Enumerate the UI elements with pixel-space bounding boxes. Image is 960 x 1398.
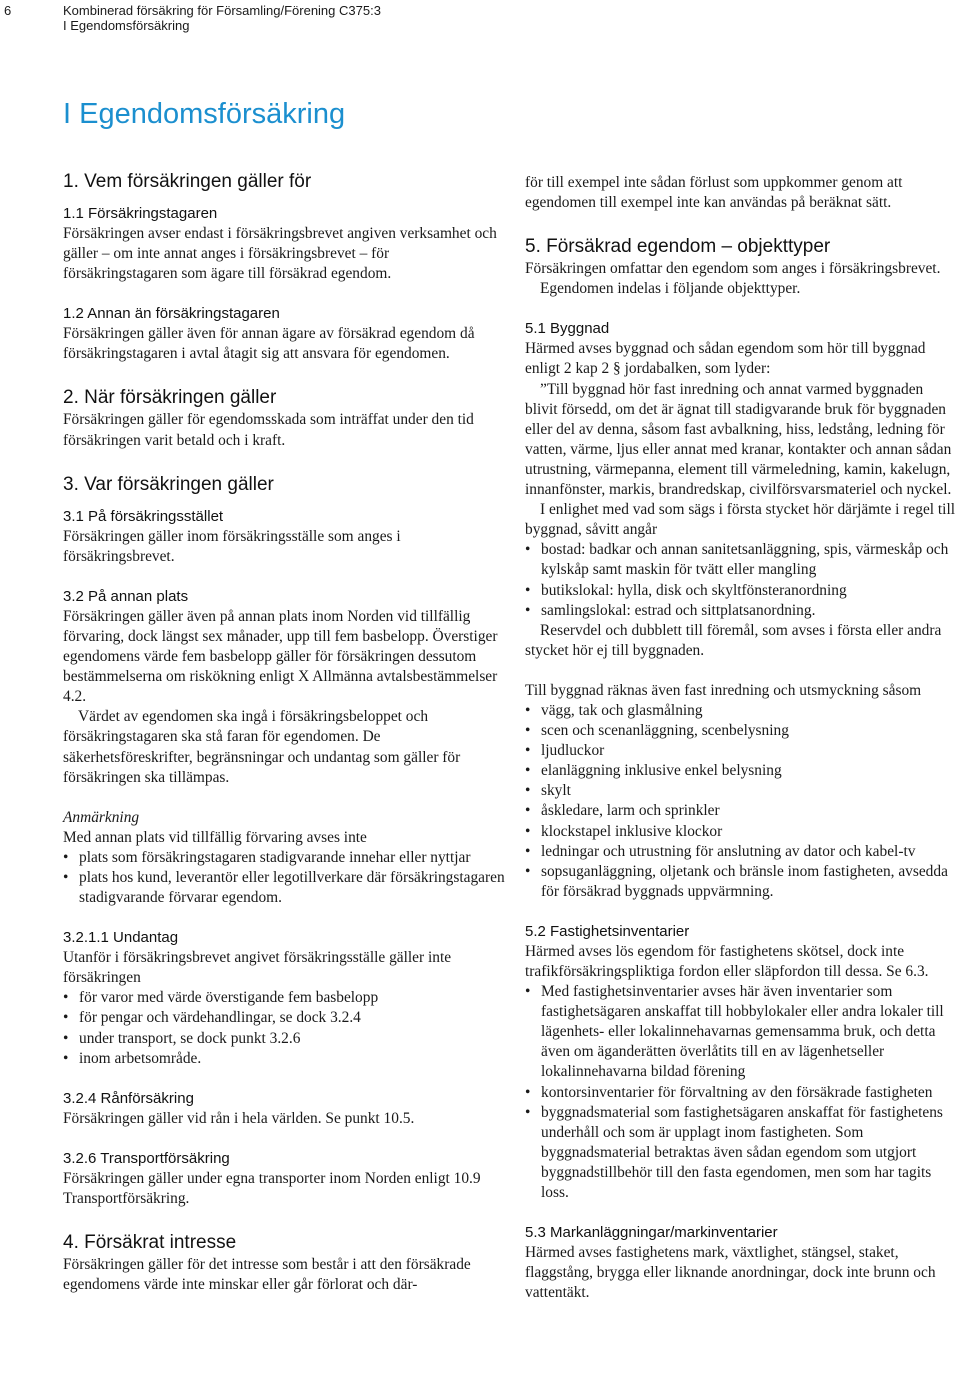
page-title: I Egendomsförsäkring xyxy=(63,98,346,130)
text-section-3-2-6: Försäkringen gäller under egna transporter inom Norden enligt 10.9 Transportförsäkring. xyxy=(63,1169,481,1207)
text-section-3-2-p2: Värdet av egendomen ska ingå i försäkringsbeloppet och försäkringstagaren ska stå faran för egendomen. De säkerhetsföreskrifter, begränsningar och undantag som gäller för försäkringen ska tillämpas. xyxy=(63,708,461,786)
list-item: • klockstapel inklusive klockor xyxy=(525,822,957,842)
right-column xyxy=(525,173,957,1303)
heading-section-1: 1. Vem försäkringen gäller för xyxy=(63,171,312,192)
heading-section-5-3: 5.3 Markanläggningar/markinventarier xyxy=(525,1224,778,1242)
fixture-list xyxy=(525,701,957,902)
heading-section-3: 3. Var försäkringen gäller xyxy=(63,473,274,495)
list-item: • skylt xyxy=(525,781,957,801)
note-intro: Med annan plats vid tillfällig förvaring avses inte xyxy=(63,828,367,846)
list-item: • samlingslokal: estrad och sittplatsanordning. xyxy=(525,601,957,621)
heading-section-2: 2. När försäkringen gäller xyxy=(63,387,277,409)
list-item: • kontorsinventarier för förvaltning av den försäkrade fastigheten xyxy=(525,1083,957,1103)
text-section-5-2-p1: Härmed avses lös egendom för fastighetens skötsel, dock inte trafikförsäkringspliktiga fordon eller släpfordon till dessa. Se 6.3. xyxy=(525,942,929,980)
list-item: • elanläggning inklusive enkel belysning xyxy=(525,761,957,781)
inventory-list xyxy=(525,982,957,1203)
list-item: • sopsuganläggning, oljetank och bränsle inom fastigheten, avsedda för försäkrad byggnads uppvärmning. xyxy=(525,862,957,902)
list-item: • vägg, tak och glasmålning xyxy=(525,701,957,721)
page-number: 6 xyxy=(4,3,12,18)
text-section-4: Försäkringen gäller för det intresse som består i att den försäkrade egendomens värde inte minskar eller går förlorat och där- xyxy=(63,1256,471,1294)
header-document-title: Kombinerad försäkring för Församling/Förening C375:3 xyxy=(63,3,381,18)
heading-section-5: 5. Försäkrad egendom – objekttyper xyxy=(525,236,831,258)
text-section-3-2-p1: Försäkringen gäller även på annan plats inom Norden vid tillfällig förvaring, dock längst sex månader, upp till fem basbelopp. Överstiger egendomens värde fem basbelopp gäller för försäkringen dessutom bestämmelserna om riskökning enligt X Allmänna avtalsbestämmelser 4.2. xyxy=(63,607,498,706)
heading-section-4: 4. Försäkrat intresse xyxy=(63,1232,237,1253)
text-section-1-1: Försäkringen avser endast i försäkringsbrevet angiven verksamhet och gäller – om inte annat anges i försäkringsbrevet – för försäkringstagaren som ägare till försäkrad egendom. xyxy=(63,225,497,283)
list-item: • ljudluckor xyxy=(525,741,957,761)
list-item: • Med fastighetsinventarier avses här även inventarier som fastighetsägaren anskaffat till hobbylokaler eller andra lokaler till lägenhets- eller lokalinnehavarnas gemensamma bruk, och detta även om äganderätten överlåtits till en av lägenhetseller lokalinnehavarna bildad förening xyxy=(525,982,957,1082)
list-item: • inom arbetsområde. xyxy=(63,1049,505,1069)
left-column xyxy=(63,170,505,1295)
exception-list xyxy=(63,988,505,1068)
text-section-3-1: Försäkringen gäller inom försäkringsställe som anges i försäkringsbrevet. xyxy=(63,527,401,565)
list-item: • under transport, se dock punkt 3.2.6 xyxy=(63,1029,505,1049)
list-item: • bostad: badkar och annan sanitetsanläggning, spis, värmeskåp och kylskåp samt maskin för tvätt eller mangling xyxy=(525,540,957,580)
heading-section-5-1: 5.1 Byggnad xyxy=(525,320,610,338)
heading-section-3-2-6: 3.2.6 Transportförsäkring xyxy=(63,1149,230,1167)
list-item: • scen och scenanläggning, scenbelysning xyxy=(525,721,957,741)
text-section-2: Försäkringen gäller för egendomsskada som inträffat under den tid försäkringen varit betald och i kraft. xyxy=(63,411,474,449)
text-section-3-2-4: Försäkringen gäller vid rån i hela världen. Se punkt 10.5. xyxy=(63,1109,415,1127)
text-section-5-p2: Egendomen indelas i följande objekttyper. xyxy=(540,280,801,298)
heading-section-1-2: 1.2 Annan än försäkringstagaren xyxy=(63,305,280,323)
list-item: • för pengar och värdehandlingar, se dock 3.2.4 xyxy=(63,1008,505,1028)
heading-section-1-1: 1.1 Försäkringstagaren xyxy=(63,205,218,222)
list-item: • åskledare, larm och sprinkler xyxy=(525,801,957,821)
text-section-5-1-p2: I enlighet med vad som sägs i första stycket hör därjämte i regel till byggnad, såvitt angår xyxy=(525,501,956,539)
text-section-5-1-p3: Reservdel och dubblett till föremål, som avses i första eller andra stycket hör ej till byggnaden. xyxy=(525,621,942,659)
note-label: Anmärkning xyxy=(63,808,140,826)
text-section-1-2: Försäkringen gäller även för annan ägare av försäkrad egendom då försäkringstagaren i avtal åtagit sig att ansvara för egendomen. xyxy=(63,325,475,363)
list-item: • för varor med värde överstigande fem basbelopp xyxy=(63,988,505,1008)
list-item: • byggnadsmaterial som fastighetsägaren anskaffat för fastighetens underhåll och som är upplagt inom fastigheten. Som byggnadsmaterial betraktas även sådan egendom som utgjort byggnadstillbehör till den fasta egendomen, men som har tagits loss. xyxy=(525,1103,957,1203)
heading-section-3-2-4: 3.2.4 Rånförsäkring xyxy=(63,1089,194,1107)
heading-section-5-2: 5.2 Fastighetsinventarier xyxy=(525,922,690,940)
list-item: • butikslokal: hylla, disk och skyltfönsteranordning xyxy=(525,581,957,601)
text-section-5-1-p1: Härmed avses byggnad och sådan egendom som hör till byggnad enligt 2 kap 2 § jordabalken, som lyder: xyxy=(525,340,926,378)
text-section-5-1-quote: ”Till byggnad hör fast inredning och annat varmed byggnaden blivit försedd, om det är ägnat till stadigvarande bruk för byggnaden eller del av denna, såsom fast avbalkning, hiss, ledstång, ledning för vatten, värme, ljus eller annat med kranar, kontakter och annan sådan utrustning, värmepanna, element till värmeledning, kamin, kakelugn, innanfönster, markis, brandredskap, civilförsvarsmateriel och nyckel. xyxy=(525,380,952,499)
list-item: • ledningar och utrustning för anslutning av dator och kabel-tv xyxy=(525,842,957,862)
text-section-3-2-1-1: Utanför i försäkringsbrevet angivet försäkringsställe gäller inte försäkringen xyxy=(63,949,452,987)
text-section-5-3: Härmed avses fastighetens mark, växtlighet, stängsel, staket, flaggstång, brygga eller liknande anordningar, dock inte brunn och vattentäkt. xyxy=(525,1244,936,1302)
list-item: • plats hos kund, leverantör eller legotillverkare där försäkringstagaren stadigvarande förvarar egendom. xyxy=(63,868,505,908)
text-section-5-p1: Försäkringen omfattar den egendom som anges i försäkringsbrevet. xyxy=(525,260,941,278)
list-item: • plats som försäkringstagaren stadigvarande innehar eller nyttjar xyxy=(63,848,505,868)
heading-section-3-2-1-1: 3.2.1.1 Undantag xyxy=(63,929,179,947)
text-continuation: för till exempel inte sådan förlust som uppkommer genom att egendomen till exempel inte kan användas på beräknat sätt. xyxy=(525,174,903,212)
note-list xyxy=(63,848,505,908)
building-list xyxy=(525,540,957,620)
heading-section-3-2: 3.2 På annan plats xyxy=(63,587,189,605)
text-section-5-1-p4: Till byggnad räknas även fast inredning och utsmyckning såsom xyxy=(525,681,922,699)
header-section-title: I Egendomsförsäkring xyxy=(63,18,190,33)
heading-section-3-1: 3.1 På försäkringsstället xyxy=(63,507,224,525)
